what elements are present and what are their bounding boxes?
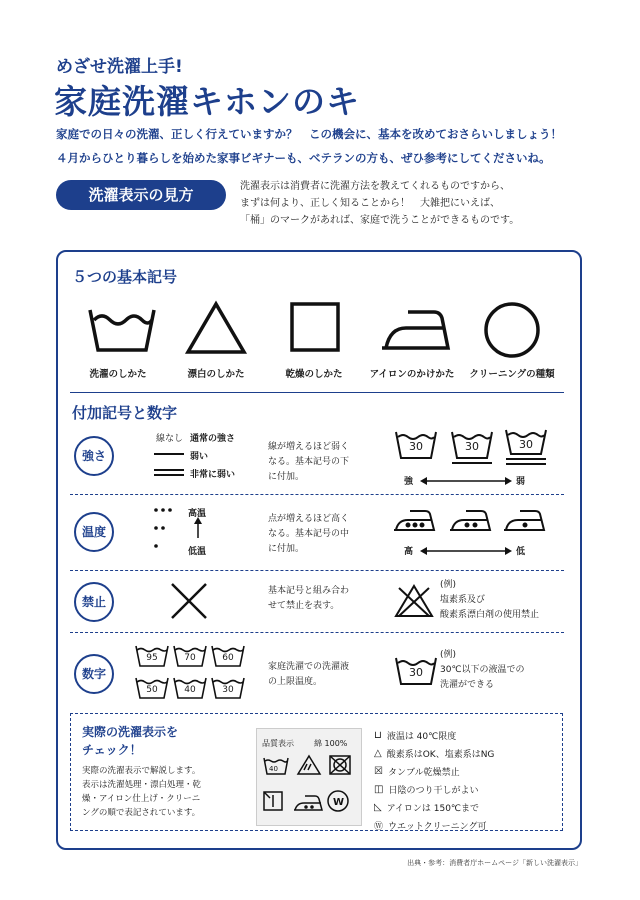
subtitle: めざせ洗濯上手! (56, 57, 183, 77)
tub-number: 30 (409, 666, 423, 679)
example-line: 塩素系及び (440, 595, 486, 605)
intro-line: ４月からひとり暮らしを始めた家事ビギナーも、ベテランの方も、ぜひ参考にしてくださいね。 (56, 151, 551, 165)
legend-item (374, 780, 494, 798)
strength-lines-icon (154, 448, 184, 478)
number-label: 数字 (74, 654, 114, 694)
source-footer: 出典・参考：消費者庁ホームページ「新しい洗濯表示」 (407, 859, 582, 867)
desc-line: の上限温度。 (268, 677, 323, 687)
double-arrow-icon (420, 547, 512, 555)
divider (70, 392, 564, 393)
prohibit-x-icon (172, 584, 208, 620)
example-line: 酸素系漂白剤の使用禁止 (440, 610, 540, 620)
shade-line-dry-icon: ◫ (374, 783, 384, 795)
tub-value: 30 (519, 438, 533, 451)
tub-value: 30 (409, 440, 423, 453)
basic-label: 洗濯のしかた (89, 369, 147, 380)
iron-icon (394, 511, 434, 530)
legend-item (374, 744, 494, 762)
divider (70, 494, 564, 495)
temperature-desc (268, 512, 349, 557)
shade-line-dry-icon (264, 792, 282, 810)
temperature-irons (394, 510, 544, 534)
iron-icon (504, 511, 544, 530)
desc-line: に付加。 (268, 544, 305, 554)
tub-number: 60 (222, 653, 234, 663)
number-example (440, 648, 525, 693)
basic-label: アイロンのかけかた (369, 369, 455, 380)
desc-line: なる。基本記号の下 (268, 457, 350, 467)
low-temp-label: 低温 (188, 547, 207, 557)
legend-very-weak: 非常に弱い (190, 470, 236, 480)
legend-item (374, 798, 494, 816)
check-body-line: 燥・アイロン仕上げ・クリーニ (82, 794, 201, 804)
strength-desc (268, 440, 349, 485)
legend-text: 日陰のつり干しがよい (388, 785, 479, 796)
check-title-line: 実際の洗濯表示を (82, 725, 179, 739)
prohibit-desc (268, 584, 349, 614)
check-body-line: ングの順で表記されています。 (82, 808, 201, 818)
legend-text: ウエットクリーニング可 (388, 821, 487, 832)
washtub-40-icon: ⊔ (374, 729, 382, 741)
desc-line: 家庭洗濯での洗濯液 (268, 662, 350, 672)
strength-label: 強さ (74, 436, 114, 476)
bleach-oxygen-icon: △ (374, 747, 382, 759)
desc-line: 線が増えるほど弱く (268, 442, 350, 452)
wet-cleaning-icon: Ⓦ (374, 821, 384, 832)
reading-pill: 洗濯表示の見方 (56, 180, 226, 210)
page-title: 家庭洗濯キホンのキ (54, 82, 360, 121)
tub-value: 30 (465, 440, 479, 453)
card-tub-value: 40 (269, 765, 278, 773)
legend-item (374, 762, 494, 780)
high-temp-label: 高温 (188, 509, 207, 519)
legend-item (374, 816, 494, 834)
double-arrow-icon (420, 477, 512, 485)
iron-150-icon (294, 796, 322, 810)
tumble-dry-prohibited-icon (330, 756, 350, 774)
legend-text: タンブル乾燥禁止 (387, 767, 460, 778)
legend-none: 線なし (156, 434, 184, 444)
legend-normal: 通常の強さ (190, 434, 236, 444)
desc-line: せて禁止を表す。 (268, 601, 340, 611)
check-body (82, 764, 201, 820)
arrow-right-label: 低 (516, 547, 526, 557)
bleach-oxygen-icon (298, 756, 320, 774)
iron-icon (450, 511, 490, 530)
desc-line: に付加。 (268, 472, 305, 482)
basic-label: 漂白のしかた (187, 369, 245, 380)
reading-line: 「桶」のマークがあれば、家庭で洗うことができるものです。 (240, 215, 520, 226)
card-header: 品質表示 (262, 739, 294, 748)
tub-number: 40 (184, 685, 196, 695)
divider (70, 632, 564, 633)
legend-text: アイロンは 150℃まで (386, 803, 480, 814)
bleach-prohibited-icon (396, 586, 432, 618)
number-desc (268, 660, 349, 690)
legend-text: 酸素系はOK、塩素系はNG (386, 749, 495, 760)
check-title (82, 723, 178, 759)
temperature-label: 温度 (74, 512, 114, 552)
example-line: (例) (440, 580, 457, 590)
basic-label: クリーニングの種類 (469, 369, 555, 380)
legend-item (374, 726, 494, 744)
circle-icon (486, 304, 538, 356)
iron-150-icon: ◺ (374, 801, 382, 813)
example-line: 洗濯ができる (440, 680, 495, 690)
check-title-line: チェック！ (82, 743, 142, 757)
washtub-icon (90, 310, 154, 350)
basic-section-title: ５つの基本記号 (72, 268, 178, 286)
reading-line: 洗濯表示は消費者に洗濯方法を教えてくれるものですから、 (240, 181, 510, 192)
tub-number: 50 (146, 685, 158, 695)
tub-number: 95 (146, 653, 158, 663)
desc-line: 点が増えるほど高く (268, 514, 350, 524)
legend-weak: 弱い (190, 452, 209, 462)
example-line: 30℃以下の液温での (440, 665, 525, 675)
reading-line: まずは何より、正しく知ることから！ 大雑把にいえば、 (240, 198, 500, 209)
check-body-line: 表示は洗濯処理・漂白処理・乾 (82, 780, 202, 790)
example-line: (例) (440, 650, 457, 660)
extra-section-title: 付加記号と数字 (72, 404, 178, 422)
card-symbols (264, 756, 358, 820)
tub-number: 30 (222, 685, 234, 695)
triangle-icon (188, 304, 244, 352)
tub-number: 70 (184, 653, 196, 663)
basic-label: 乾燥のしかた (285, 369, 343, 380)
divider (70, 570, 564, 571)
square-icon (292, 304, 338, 350)
intro (56, 122, 562, 170)
prohibit-label: 禁止 (74, 582, 114, 622)
iron-icon (382, 312, 448, 348)
basic-symbols (80, 300, 550, 360)
legend-text: 液温は 40℃限度 (386, 731, 457, 742)
card-material: 綿 100% (314, 739, 348, 748)
tumble-dry-prohibited-icon: ☒ (374, 765, 383, 777)
reading-explanation (240, 178, 519, 229)
prohibit-example (440, 578, 539, 623)
arrow-right-label: 弱 (516, 477, 526, 487)
check-legend (374, 726, 494, 834)
desc-line: 基本記号と組み合わ (268, 586, 350, 596)
arrow-left-label: 高 (404, 547, 414, 557)
desc-line: なる。基本記号の中 (268, 529, 350, 539)
check-body-line: 実際の洗濯表示で解説します。 (82, 766, 201, 776)
intro-line: 家庭での日々の洗濯、正しく行えていますか？ この機会に、基本を改めておさらいしましょう！ (56, 127, 562, 141)
svg-text:W: W (333, 797, 345, 808)
arrow-left-label: 強 (404, 477, 414, 487)
